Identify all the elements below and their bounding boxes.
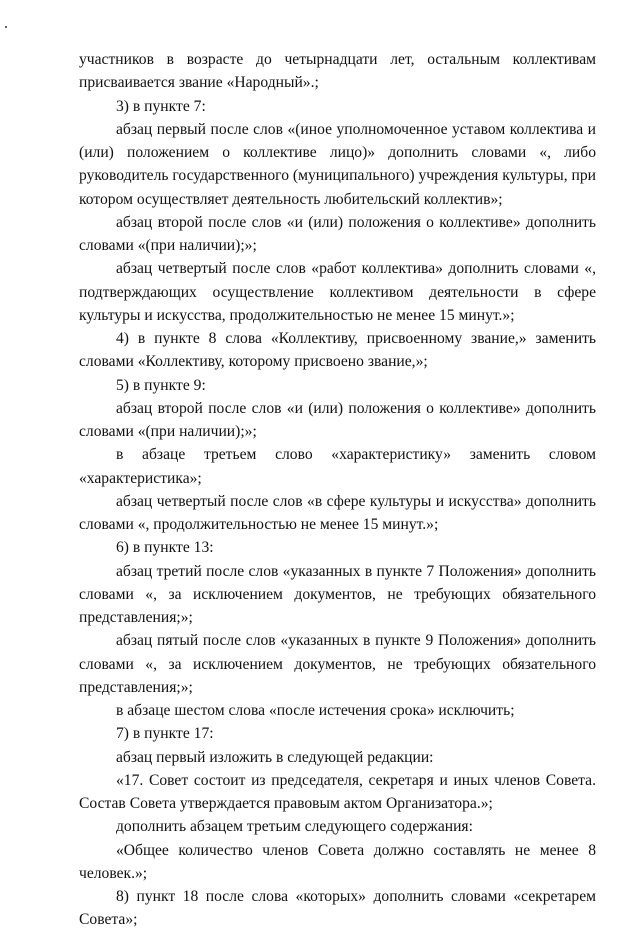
- item-6-heading: 6) в пункте 13:: [116, 539, 214, 557]
- item-8-paragraph: 8) пункт 18 после слова «которых» дополнить словами «секретарем Совета»;: [79, 888, 596, 929]
- paragraph-4: абзац второй после слов «и (или) положения о коллективе» дополнить словами «(при наличии);»;: [79, 213, 596, 254]
- item-5-heading: 5) в пункте 9:: [116, 376, 206, 394]
- scan-mark: [5, 26, 7, 28]
- paragraph-5: абзац четвертый после слов «работ коллектива» дополнить словами «, подтверждающих осуществление коллективом деятельности в сфере культуры и искусства, продолжительностью не менее 15 минут.»;: [79, 260, 596, 324]
- paragraph-16: абзац первый изложить в следующей редакции:: [116, 748, 434, 766]
- paragraph-12: абзац третий после слов «указанных в пункте 7 Положения» дополнить словами «, за исключением документов, не требующих обязательного представления;»;: [79, 562, 596, 626]
- document-page: [79, 48, 596, 932]
- paragraph-3: абзац первый после слов «(иное уполномоченное уставом коллектива и (или) положением о коллективе лицо)» дополнить словами «, либо руководитель государственного (муниципального) учреждения культуры, при котором осуществляет деятельность любительский коллектив»;: [79, 120, 596, 208]
- paragraph-19: «Общее количество членов Совета должно составлять не менее 8 человек.»;: [79, 841, 596, 882]
- paragraph-9: в абзаце третьем слово «характеристику» заменить словом «характеристика»;: [79, 446, 596, 487]
- item-4-paragraph: 4) в пункте 8 слова «Коллективу, присвоенному звание,» заменить словами «Коллективу, которому присвоено звание,»;: [79, 330, 596, 371]
- paragraph-1: участников в возрасте до четырнадцати лет, остальным коллективам присваивается звание «Народный».;: [79, 51, 596, 92]
- paragraph-10: абзац четвертый после слов «в сфере культуры и искусства» дополнить словами «, продолжительностью не менее 15 минут.»;: [79, 492, 596, 533]
- paragraph-13: абзац пятый после слов «указанных в пункте 9 Положения» дополнить словами «, за исключением документов, не требующих обязательного представления;»;: [79, 632, 596, 696]
- paragraph-18: дополнить абзацем третьим следующего содержания:: [116, 818, 473, 836]
- paragraph-17: «17. Совет состоит из председателя, секретаря и иных членов Совета. Состав Совета утверждается правовым актом Организатора.»;: [79, 771, 596, 812]
- paragraph-8: абзац второй после слов «и (или) положения о коллективе» дополнить словами «(при наличии);»;: [79, 399, 596, 440]
- item-3-heading: 3) в пункте 7:: [116, 97, 206, 115]
- paragraph-14: в абзаце шестом слова «после истечения срока» исключить;: [116, 702, 515, 719]
- item-7-heading: 7) в пункте 17:: [116, 725, 214, 743]
